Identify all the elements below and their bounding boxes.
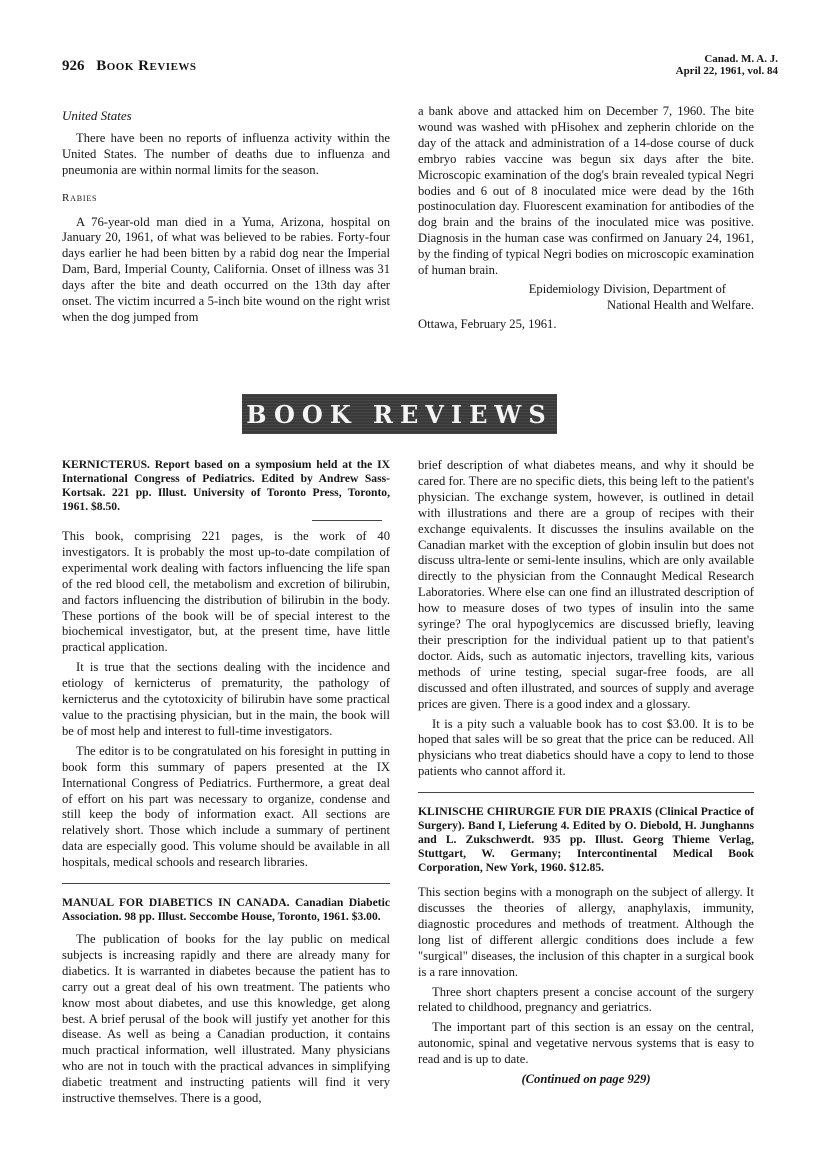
manual-paragraph-1-cont: brief description of what diabetes means, and why it should be cared for. There are no specific diets, this being left to the patient's physician. The exchange system, however, is outlined in detail with illustrations and there are a group of recipes with their exchange equivalents. It discusses the insulins available on the Canadian market with the exception of globin insulin but does not discuss ultra-lente or semi-lente insulins, which are only available directly to the physician from the Connaught Medical Research Laboratories. Where else can one find an illustrated description of how to measure doses of two types of insulin into the same syringe? The oral hypoglycemics are discussed briefly, leaving their prescription for the individual patient up to that patient's doctor. Aids, such as automatic injectors, travelling kits, various methods of urine testing, special sugar-free foods, are all discussed and often illustrated, and sources of supply and average prices are given. There is a good index and a glossary. xyxy=(418,458,754,711)
divider xyxy=(62,883,390,884)
dateline: Ottawa, February 25, 1961. xyxy=(418,316,557,331)
journal-date: April 22, 1961, vol. 84 xyxy=(675,65,778,77)
page-number: 926 xyxy=(62,58,85,74)
journal-name: Canad. M. A. J. xyxy=(704,53,778,65)
manual-paragraph-1: The publication of books for the lay public on medical subjects is increasing rapidly and there are already many for diabetics. It is warranted in diabetes because the patient has to carry out a great deal of his own treatment. The patients who know most about diabetes, and use this knowledge, get along best. A brief perusal of the book will justify yet another for this disease. As well as being a Canadian production, it contains much practical information, well illustrated. Many physicians who are not in touch with the practical advances in simplifying diabetic treatment and instructing patients will find it very instructive themselves. There is a good, xyxy=(62,932,390,1106)
running-header xyxy=(62,58,197,75)
kernicterus-paragraph-1: This book, comprising 221 pages, is the work of 40 investigators. It is probably the most up-to-date compilation of experimental work dealing with factors influencing the life span of the red blood cell, the metabolism and excretion of bilirubin, and factors influencing the distribution of bilirubin in the body. These portions of the book will be of special interest to the biochemical investigator, but, at the present time, have little practical application. xyxy=(62,529,390,655)
banner-text: BOOK REVIEWS xyxy=(246,399,553,429)
us-heading: United States xyxy=(62,108,132,123)
divider xyxy=(312,520,382,521)
review-details-kernicterus: Report based on a symposium held at the IX International Congress of Pediatrics. Edited by Andrew Sass-Kortsak. 221 pp. Illust. University of Toronto Press, Toronto, 1961. $8.50. xyxy=(62,458,390,513)
rabies-heading: Rabies xyxy=(62,191,98,204)
rabies-paragraph: A 76-year-old man died in a Yuma, Arizona, hospital on January 20, 1961, of what was believed to be rabies. Forty-four days earlier he had been bitten by a rabid dog near the Imperial Dam, Bard, Imperial County, California. Onset of illness was 31 days after the bite and death occurred on the 13th day after onset. The victim incurred a 5-inch bite wound on the right wrist when the dog jumped from xyxy=(62,214,390,324)
continued-note: (Continued on page 929) xyxy=(521,1072,651,1087)
review-title-manual: MANUAL FOR DIABETICS IN CANADA. xyxy=(62,896,290,910)
klinische-paragraph-2: Three short chapters present a concise account of the surgery related to childhood, pregnancy and geriatrics. xyxy=(418,984,754,1015)
signature-block xyxy=(418,282,754,314)
review-details-manual: Canadian Diabetic Association. 98 pp. Illust. Seccombe House, Toronto, 1961. $3.00. xyxy=(62,896,390,924)
review-heading-manual xyxy=(62,896,390,924)
divider xyxy=(418,792,754,793)
reviews-left-column xyxy=(62,458,390,1107)
review-title-kernicterus: KERNICTERUS. xyxy=(62,458,150,471)
news-right-column xyxy=(418,104,754,333)
kernicterus-paragraph-3: The editor is to be congratulated on his foresight in putting in book form this summary of papers presented at the IX International Congress of Pediatrics. Furthermore, a great deal of effort on his part was necessary to organize, condense and still keep the body of information exact. All sections are relatively short. Those which include a summary of pertinent data are especially good. This volume should be available in all hospitals, medical schools and research libraries. xyxy=(62,743,390,870)
klinische-paragraph-3: The important part of this section is an essay on the central, autonomic, spinal and vegetative nervous systems that is easy to read and is up to date. xyxy=(418,1020,754,1067)
review-details-klinische: (Clinical Practice of Surgery). Band I, Lieferung 4. Edited by O. Diebold, H. Junghanns and L. Zukschwerdt. 935 pp. Illust. Georg Thieme Verlag, Stuttgart, W. Germany; Intercontinental Medical Book Corporation, New York, 1960. $12.85. xyxy=(418,805,755,875)
review-heading-klinische xyxy=(418,805,754,875)
news-left-column xyxy=(62,108,390,326)
reviews-right-column xyxy=(418,458,754,1088)
signature-line-2: National Health and Welfare. xyxy=(606,297,754,312)
manual-paragraph-2: It is a pity such a valuable book has to cost $3.00. It is to be hoped that sales will be so great that the price can be reduced. All physicians who treat diabetics should have a copy to lend to those patients who cannot afford it. xyxy=(418,716,754,779)
kernicterus-paragraph-2: It is true that the sections dealing with the incidence and etiology of kernicterus of prematurity, the pathology of kernicterus and the cytotoxicity of bilirubin have some practical value to the practising physician, but in the main, the book will be of most help and interest to full-time investigators. xyxy=(62,660,390,738)
journal-citation xyxy=(676,53,778,77)
section-name: Book Reviews xyxy=(96,58,197,74)
rabies-paragraph-cont: a bank above and attacked him on December 7, 1960. The bite wound was washed with pHisohex and zepherin chloride on the day of the attack and administration of a 14-dose course of duck embryo rabies vaccine was begun six days after the bite. Microscopic examination of the dog's brain revealed typical Negri bodies and 6 out of 8 inoculated mice were dead by the 16th postinoculation day. Fluorescent examination for antibodies of the dog brain and the brains of the inoculated mice was positive. Diagnosis in the human case was confirmed on January 24, 1961, by the finding of typical Negri bodies on microscopic examination of human brain. xyxy=(418,104,754,278)
klinische-paragraph-1: This section begins with a monograph on the subject of allergy. It discusses the theories of allergy, anaphylaxis, immunity, diagnostic procedures and methods of treatment. Although the long list of different allergic conditions does include a few "surgical" diseases, the inclusion of this chapter in a surgical book is a rare innovation. xyxy=(418,885,754,979)
signature-line-1: Epidemiology Division, Department of xyxy=(528,281,726,296)
us-paragraph: There have been no reports of influenza activity within the United States. The number of deaths due to influenza and pneumonia are within normal limits for the season. xyxy=(62,130,390,177)
review-title-klinische: KLINISCHE CHIRURGIE FUR DIE PRAXIS xyxy=(418,805,652,819)
review-heading-kernicterus xyxy=(62,458,390,514)
book-reviews-banner xyxy=(242,394,557,434)
